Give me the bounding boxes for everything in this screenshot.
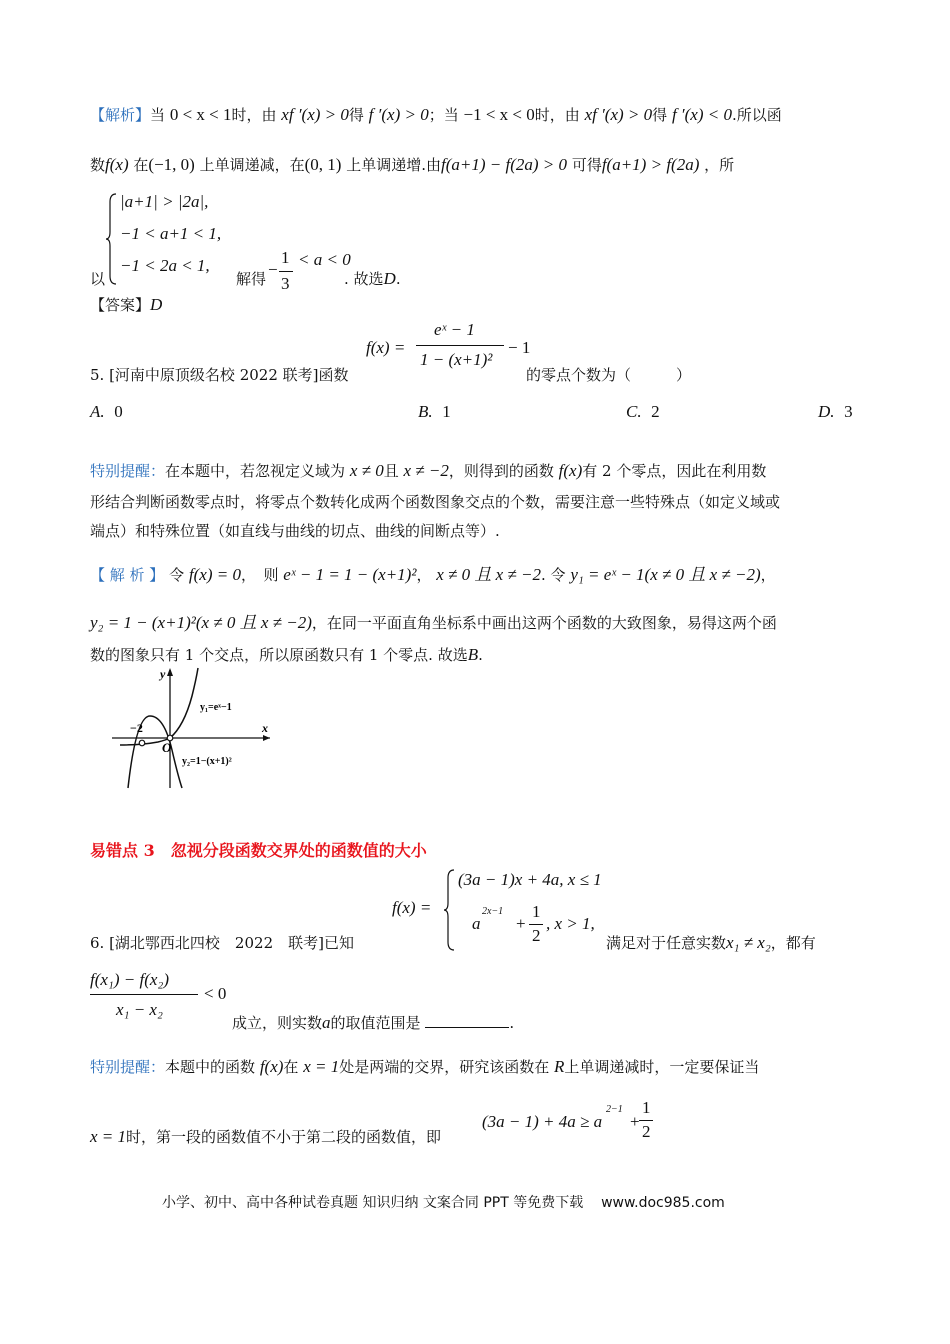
label-minus2: −2 — [130, 721, 143, 735]
y-axis-arrow — [167, 668, 173, 676]
label-x: x — [262, 721, 268, 735]
answer-blank[interactable] — [425, 1013, 509, 1028]
section-title: 易错点 3 忽视分段函数交界处的函数值的大小 — [90, 841, 427, 860]
footer: 小学、初中、高中各种试卷真题 知识归纳 文案合同 PPT 等免费下载 www.doc985.com — [162, 1195, 725, 1211]
tip1-line-3: 端点）和特殊位置（如直线与曲线的切点、曲线的间断点等）. — [90, 522, 500, 540]
piecewise-brace — [444, 868, 456, 952]
option-b[interactable]: B. 1 — [418, 402, 451, 421]
function-graph — [112, 666, 278, 790]
option-d[interactable]: D. 3 — [818, 402, 853, 421]
label-origin: O — [162, 740, 172, 755]
label-y: y — [160, 667, 166, 681]
x-axis-arrow — [263, 735, 270, 741]
label-y1: y₁=eˣ−1 — [200, 702, 232, 713]
tip1-line-2: 形结合判断函数零点时，将零点个数转化成两个函数图象交点的个数，需要注意一些特殊点（如定义域或 — [90, 493, 781, 511]
sol5-line-1: 【 解 析 】 令 f(x) = 0， 则 eˣ − 1 = 1 − (x+1)²， x ≠ 0 且 x ≠ −2. 令 y₁ = eˣ − 1(x ≠ 0 且 x ≠ −2)， — [90, 565, 776, 584]
hole-minus2 — [139, 740, 145, 746]
analysis-line-2: 数f(x) 在(−1, 0) 上单调递减，在(0, 1) 上单调递增.由f(a+1) − f(2a) > 0 可得f(a+1) > f(2a) ，所 — [90, 155, 735, 174]
q6-stem: 6. [湖北鄂西北四校 2022 联考]已知 — [90, 934, 354, 952]
option-c[interactable]: C. 2 — [626, 402, 660, 421]
label-y2: y₂=1−(x+1)² — [182, 756, 232, 767]
analysis-tag: 【解析】 — [90, 106, 151, 124]
inequality-system: 以 |a+1| > |2a|, −1 < a+1 < 1, −1 < 2a < 1, — [90, 192, 222, 288]
tip1-line-1: 特别提醒：在本题中，若忽视定义域为 x ≠ 0且 x ≠ −2，则得到的函数 f(x)有 2 个零点，因此在利用数 — [90, 461, 767, 480]
tip2-line-1: 特别提醒：本题中的函数 f(x)在 x = 1处是两端的交界，研究该函数在 R上单调递减时，一定要保证当 — [90, 1057, 760, 1076]
analysis-line-1: 【解析】当 0 < x < 1时，由 xf ′(x) > 0得 f ′(x) > 0；当 −1 < x < 0时，由 xf ′(x) > 0得 f ′(x) < 0.所以函 — [90, 105, 782, 124]
answer-line: 【答案】D — [90, 295, 163, 314]
q5-stem: 5. [河南中原顶级名校 2022 联考]函数 — [90, 366, 349, 384]
left-brace — [106, 192, 118, 286]
footer-site-link[interactable]: www.doc985.com — [601, 1195, 725, 1211]
tip2-line-2: x = 1时，第一段的函数值不小于第二段的函数值，即 — [90, 1127, 442, 1146]
option-a[interactable]: A. 0 — [90, 402, 123, 421]
sol5-line-3: 数的图象只有 1 个交点，所以原函数只有 1 个零点. 故选B. — [90, 645, 483, 664]
q6-piecewise: f(x) = (3a − 1)x + 4a, x ≤ 1 a 2x−1 + 1 2 , x > 1, — [392, 866, 632, 958]
sol5-line-2: y₂ = 1 − (x+1)²(x ≠ 0 且 x ≠ −2)，在同一平面直角坐标系中画出这两个函数的大致图象，易得这两个函 — [90, 613, 777, 632]
